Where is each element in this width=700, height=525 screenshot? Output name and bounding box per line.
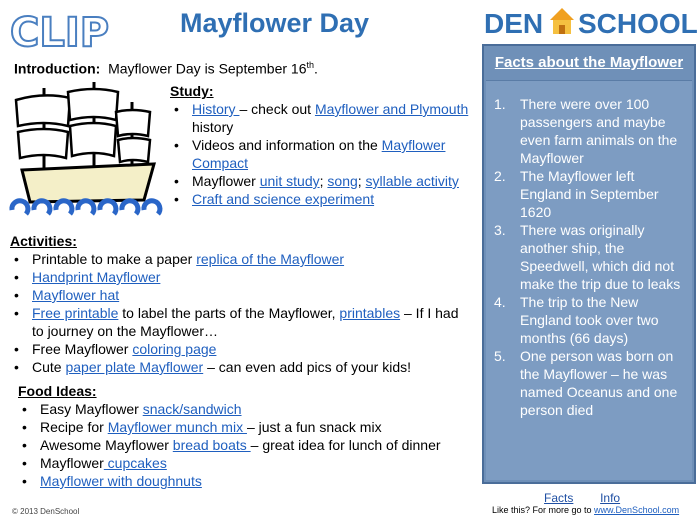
copyright: © 2013 DenSchool (12, 507, 80, 516)
svg-text:DEN: DEN (484, 8, 544, 39)
fact-item: 4. The trip to the New England took over two months (66 days) (494, 294, 659, 346)
facts-body (486, 80, 692, 505)
munch-mix-link[interactable]: Mayflower munch mix (107, 419, 247, 435)
hat-link[interactable]: Mayflower hat (32, 287, 120, 303)
list-item (18, 472, 478, 490)
fact-item: 5. One person was born on the Mayflower – he was named Oceanus and one person died (494, 348, 678, 418)
list-item: • Free Mayflower coloring page (10, 340, 470, 358)
bread-boats-link[interactable]: bread boats (172, 437, 251, 453)
list-item: • Awesome Mayflower bread boats – great idea for lunch of dinner (18, 436, 478, 454)
list-item (170, 190, 470, 208)
denschool-link[interactable]: www.DenSchool.com (594, 505, 680, 515)
replica-link[interactable]: replica of the Mayflower (196, 251, 345, 267)
free-printable-link[interactable]: Free printable (32, 305, 119, 321)
list-item (10, 286, 470, 304)
intro-sup: th (306, 60, 315, 70)
list-item: • Recipe for Mayflower munch mix – just a fun snack mix (18, 418, 478, 436)
food-heading: Food Ideas: (18, 383, 97, 399)
song-link[interactable]: song (327, 173, 358, 189)
mayflower-compact-link[interactable]: Mayflower Compact (192, 137, 446, 171)
history-link[interactable]: History (192, 101, 240, 117)
handprint-link[interactable]: Handprint Mayflower (32, 269, 161, 285)
fact-item: 1. There were over 100 passengers and maybe even farm animals on the Mayflower (494, 96, 678, 166)
study-heading: Study: (170, 83, 214, 99)
page-title: Mayflower Day (180, 8, 370, 38)
list-item: • History – check out Mayflower and Plymouth history (170, 100, 470, 136)
craft-science-link[interactable]: Craft and science experiment (192, 191, 375, 207)
denschool-logo (482, 4, 696, 40)
introduction: Introduction: Mayflower Day is September 16th. (14, 60, 318, 77)
mayflower-plymouth-link[interactable]: Mayflower and Plymouth (314, 101, 469, 117)
footer: Like this? For more go to www.DenSchool.com (492, 505, 680, 515)
svg-text:SCHOOL: SCHOOL (578, 8, 698, 39)
facts-title: Facts about the Mayflower (494, 54, 684, 71)
list-item: • Mayflower unit study; song; syllable activity (170, 172, 470, 190)
list-item: • Videos and information on the Mayflower Compact (170, 136, 470, 172)
svg-text:CLIP: CLIP (10, 10, 110, 56)
printables-link[interactable]: printables (339, 305, 401, 321)
snack-sandwich-link[interactable]: snack/sandwich (142, 401, 242, 417)
intro-label: Introduction: (14, 60, 101, 77)
fact-item: 3. There was originally another ship, the Speedwell, which did not make the trip due to leaks (494, 222, 681, 292)
study-section (170, 82, 470, 208)
list-item: • Mayflower cupcakes (18, 454, 478, 472)
list-item: • Free printable to label the parts of the Mayflower, printables – If I had to journey on the Mayflower… (10, 304, 470, 340)
unit-study-link[interactable]: unit study (259, 173, 320, 189)
schoolhouse-icon (550, 8, 574, 34)
cupcakes-link[interactable]: cupcakes (103, 455, 167, 471)
clip-logo (8, 6, 110, 56)
info-source-link[interactable]: Info (600, 491, 621, 505)
intro-text: Mayflower Day is September 16 (108, 60, 307, 77)
facts-panel (482, 44, 696, 505)
source-line: Source: Facts and Info (496, 491, 621, 505)
coloring-page-link[interactable]: coloring page (132, 341, 217, 357)
list-item: • Printable to make a paper replica of the Mayflower (10, 250, 470, 268)
list-item: • Easy Mayflower snack/sandwich (18, 400, 478, 418)
paper-plate-link[interactable]: paper plate Mayflower (65, 359, 204, 375)
fact-item: 2. The Mayflower left England in September 1620 (494, 168, 659, 220)
list-item (10, 268, 470, 286)
list-item: • Cute paper plate Mayflower – can even add pics of your kids! (10, 358, 470, 376)
syllable-activity-link[interactable]: syllable activity (365, 173, 459, 189)
food-section (18, 382, 478, 490)
activities-heading: Activities: (10, 233, 77, 249)
activities-section (10, 232, 470, 376)
doughnuts-link[interactable]: Mayflower with doughnuts (40, 473, 202, 489)
facts-source-link[interactable]: Facts (544, 491, 574, 505)
mayflower-ship-icon (4, 78, 164, 226)
